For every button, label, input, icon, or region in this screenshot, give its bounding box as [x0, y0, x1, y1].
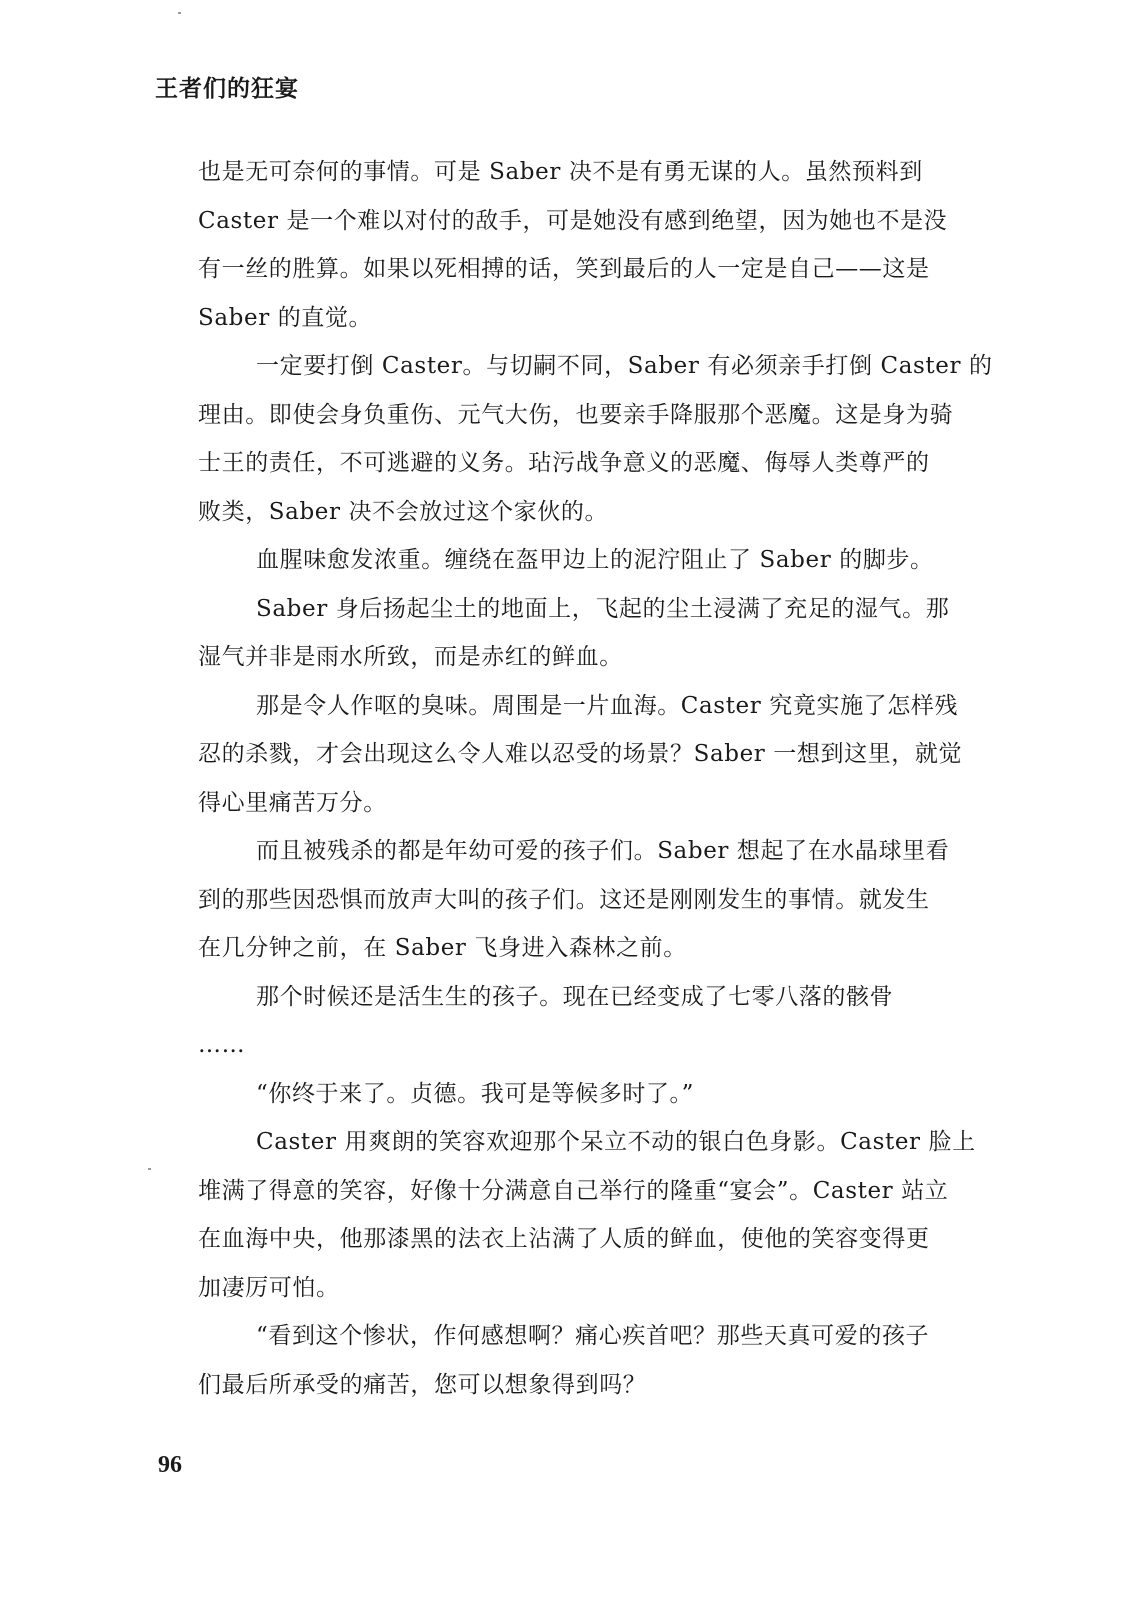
- text-line: 血腥味愈发浓重。缠绕在盔甲边上的泥泞阻止了 Saber 的脚步。: [256, 547, 934, 573]
- text-line: 在血海中央，他那漆黑的法衣上沾满了人质的鲜血，使他的笑容变得更: [198, 1226, 930, 1252]
- text-line: “看到这个惨状，作何感想啊？痛心疾首吧？那些天真可爱的孩子: [256, 1323, 930, 1349]
- text-line: 也是无可奈何的事情。可是 Saber 决不是有勇无谋的人。虽然预料到: [198, 159, 923, 185]
- page-number: 96: [158, 1452, 182, 1478]
- text-line: 一定要打倒 Caster。与切嗣不同，Saber 有必须亲手打倒 Caster 的: [256, 353, 993, 379]
- text-line: 那个时候还是活生生的孩子。现在已经变成了七零八落的骸骨: [256, 983, 894, 1010]
- text-line: 理由。即使会身负重伤、元气大伤，也要亲手降服那个恶魔。这是身为骑: [198, 401, 954, 428]
- text-line: 在几分钟之前，在 Saber 飞身进入森林之前。: [198, 935, 687, 961]
- text-line: Caster 用爽朗的笑容欢迎那个呆立不动的银白色身影。Caster 脸上: [256, 1129, 976, 1155]
- running-header: 王者们的狂宴: [155, 76, 299, 102]
- text-line: 到的那些因恐惧而放声大叫的孩子们。这还是刚刚发生的事情。就发生: [198, 886, 930, 913]
- text-line: 士王的责任，不可逃避的义务。玷污战争意义的恶魔、侮辱人类尊严的: [198, 450, 930, 476]
- text-line: 忍的杀戮，才会出现这么令人难以忍受的场景？Saber 一想到这里，就觉: [198, 741, 963, 767]
- text-line: Saber 的直觉。: [198, 304, 373, 331]
- text-line: 湿气并非是雨水所致，而是赤红的鲜血。: [198, 644, 623, 670]
- text-line: 败类，Saber 决不会放过这个家伙的。: [198, 498, 609, 525]
- text-line: 们最后所承受的痛苦，您可以想象得到吗？: [198, 1371, 647, 1398]
- text-line: 而且被残杀的都是年幼可爱的孩子们。Saber 想起了在水晶球里看: [256, 838, 950, 864]
- text-line: ……: [198, 1032, 246, 1058]
- text-line: “你终于来了。贞德。我可是等候多时了。”: [256, 1080, 695, 1107]
- text-line: 加凄厉可怕。: [198, 1274, 340, 1301]
- body-text: [198, 148, 993, 1409]
- scan-speck: [148, 1168, 151, 1170]
- text-line: Saber 身后扬起尘土的地面上，飞起的尘土浸满了充足的湿气。那: [256, 595, 950, 622]
- text-line: 有一丝的胜算。如果以死相搏的话，笑到最后的人一定是自己——这是: [198, 256, 930, 282]
- text-line: Caster 是一个难以对付的敌手，可是她没有感到绝望，因为她也不是没: [198, 207, 948, 234]
- text-line: 得心里痛苦万分。: [198, 789, 387, 816]
- scan-speck: [178, 12, 181, 14]
- text-line: 那是令人作呕的臭味。周围是一片血海。Caster 究竟实施了怎样残: [256, 692, 959, 719]
- text-line: 堆满了得意的笑容，好像十分满意自己举行的隆重“宴会”。Caster 站立: [198, 1177, 949, 1204]
